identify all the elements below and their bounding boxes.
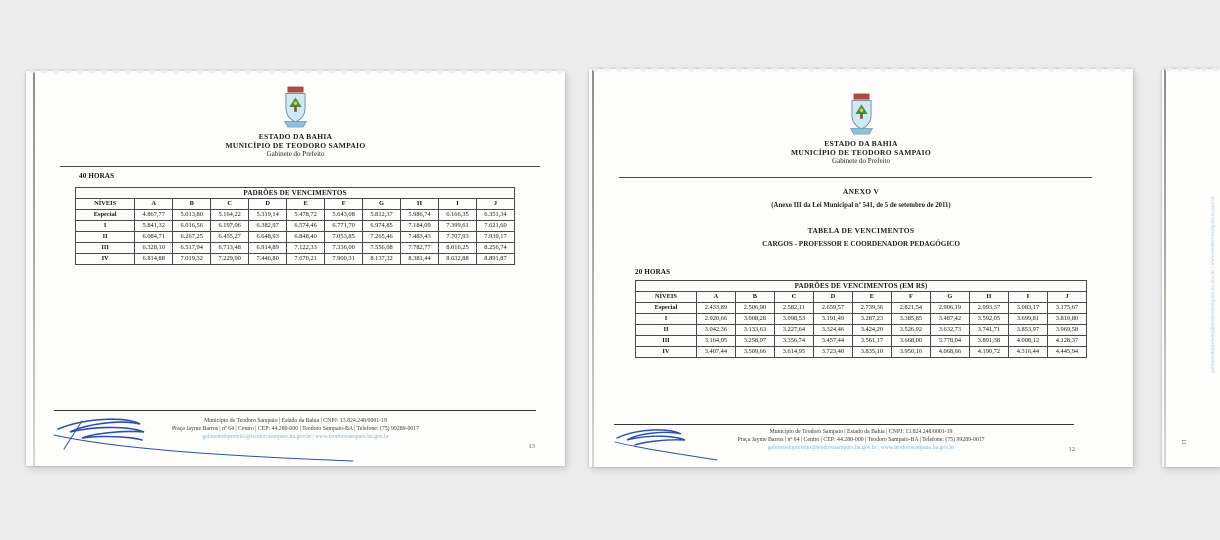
value-cell: 3.287,23	[852, 314, 891, 325]
value-cell: 7.939,17	[476, 232, 514, 243]
level-cell: I	[636, 314, 697, 325]
column-header: C	[211, 199, 249, 210]
value-cell: 6.648,93	[249, 232, 287, 243]
salary-table-40h	[75, 187, 515, 265]
column-header: I	[439, 199, 477, 210]
value-cell: 2.821,54	[891, 303, 930, 314]
value-cell: 3.407,44	[696, 347, 735, 358]
column-header: J	[476, 199, 514, 210]
value-cell: 3.324,46	[813, 325, 852, 336]
table-row	[76, 254, 515, 265]
value-cell: 3.561,17	[852, 336, 891, 347]
value-cell: 5.643,08	[325, 210, 363, 221]
value-cell: 3.526,92	[891, 325, 930, 336]
value-cell: 3.457,44	[813, 336, 852, 347]
level-cell: IV	[636, 347, 697, 358]
value-cell: 6.267,25	[173, 232, 211, 243]
level-cell: Especial	[636, 303, 697, 314]
column-header: C	[774, 292, 813, 303]
value-cell: 7.229,90	[211, 254, 249, 265]
value-cell: 6.914,89	[249, 243, 287, 254]
letterhead	[26, 86, 565, 159]
value-cell: 4.128,37	[1047, 336, 1086, 347]
value-cell: 6.771,70	[325, 221, 363, 232]
value-cell: 7.782,77	[401, 243, 439, 254]
value-cell: 3.835,10	[852, 347, 891, 358]
value-cell: 3.385,85	[891, 314, 930, 325]
letterhead-state: ESTADO DA BAHIA	[258, 132, 333, 141]
value-cell: 8.632,88	[439, 254, 477, 265]
level-cell: II	[76, 232, 135, 243]
anexo-title: ANEXO V	[842, 187, 880, 196]
table-row	[636, 347, 1087, 358]
value-cell: 2.739,36	[852, 303, 891, 314]
value-cell: 3.699,81	[1008, 314, 1047, 325]
footer-line-2: Praça Jayme Barros | nº 64 | Centro | CEP: 44.280-000 | Teodoro Sampaio-BA | Telefone: (75) 99289-0017	[171, 425, 420, 432]
value-cell: 6.713,48	[211, 243, 249, 254]
level-cell: III	[636, 336, 697, 347]
document-subtitle: CARGOS - PROFESSOR E COORDENADOR PEDAGÓGICO	[762, 240, 960, 248]
value-cell: 6.166,35	[439, 210, 477, 221]
value-cell: 3.891,38	[969, 336, 1008, 347]
value-cell: 3.969,58	[1047, 325, 1086, 336]
value-cell: 6.382,97	[249, 221, 287, 232]
value-cell: 3.778,04	[930, 336, 969, 347]
value-cell: 8.137,32	[363, 254, 401, 265]
value-cell: 6.016,56	[173, 221, 211, 232]
municipal-coat-of-arms-icon	[846, 93, 877, 137]
value-cell: 4.445,94	[1047, 347, 1086, 358]
rotated-footer-link: gabinetedoprefeito@teodorosampaio.ba.gov.br | www.teodorosampaio.ba.gov.br	[1210, 196, 1216, 373]
letterhead-municipality: MUNICÍPIO DE TEODORO SAMPAIO	[225, 141, 366, 150]
title-block	[589, 187, 1133, 248]
value-cell: 8.256,74	[476, 243, 514, 254]
value-cell: 6.974,85	[363, 221, 401, 232]
value-cell: 5.986,74	[401, 210, 439, 221]
value-cell: 6.197,06	[211, 221, 249, 232]
header-divider	[60, 166, 540, 167]
scan-edge-shadow	[1164, 69, 1166, 467]
value-cell: 6.574,46	[287, 221, 325, 232]
value-cell: 4.316,44	[1008, 347, 1047, 358]
page-footer	[26, 418, 565, 441]
value-cell: 5.164,22	[211, 210, 249, 221]
value-cell: 7.265,46	[363, 232, 401, 243]
level-cell: Especial	[76, 210, 135, 221]
value-cell: 4.068,66	[930, 347, 969, 358]
column-header: F	[891, 292, 930, 303]
column-header: G	[930, 292, 969, 303]
value-cell: 5.478,72	[287, 210, 325, 221]
level-cell: IV	[76, 254, 135, 265]
value-cell: 2.506,90	[735, 303, 774, 314]
anexo-reference: (Anexo III da Lei Municipal nº 541, de 5 de setembro de 2011)	[771, 202, 951, 209]
value-cell: 7.483,43	[401, 232, 439, 243]
value-cell: 6.328,10	[135, 243, 173, 254]
value-cell: 3.042,36	[696, 325, 735, 336]
value-cell: 8.016,25	[439, 243, 477, 254]
table-row	[636, 314, 1087, 325]
column-header: G	[363, 199, 401, 210]
value-cell: 3.668,00	[891, 336, 930, 347]
letterhead-municipality: MUNICÍPIO DE TEODORO SAMPAIO	[790, 148, 931, 157]
value-cell: 3.592,05	[969, 314, 1008, 325]
column-header: E	[287, 199, 325, 210]
value-cell: 3.614,95	[774, 347, 813, 358]
column-header: B	[735, 292, 774, 303]
table-row	[636, 336, 1087, 347]
value-cell: 6.455,27	[211, 232, 249, 243]
header-divider	[619, 177, 1092, 178]
value-cell: 3.741,71	[969, 325, 1008, 336]
value-cell: 6.848,40	[287, 232, 325, 243]
value-cell: 3.632,73	[930, 325, 969, 336]
value-cell: 3.098,53	[774, 314, 813, 325]
level-cell: II	[636, 325, 697, 336]
value-cell: 3.083,17	[1008, 303, 1047, 314]
page-number: 13	[528, 443, 535, 450]
value-cell: 3.424,20	[852, 325, 891, 336]
footer-link-line: gabinetedoprefeito@teodorosampaio.ba.gov.br | www.teodorosampaio.ba.gov.br	[202, 433, 389, 440]
value-cell: 3.008,28	[735, 314, 774, 325]
value-cell: 4.008,12	[1008, 336, 1047, 347]
value-cell: 7.556,08	[363, 243, 401, 254]
footer-link-line: gabinetedoprefeito@teodorosampaio.ba.gov.br | www.teodorosampaio.ba.gov.br	[767, 444, 955, 451]
footer-line-2: Praça Jayme Barros | nº 64 | Centro | CEP: 44.280-000 | Teodoro Sampaio-BA | Telefone: (75) 99289-0017	[737, 436, 985, 443]
letterhead-office: Gabinete do Prefeito	[832, 157, 890, 165]
column-header: B	[173, 199, 211, 210]
municipal-coat-of-arms-icon	[280, 86, 311, 130]
column-header: H	[969, 292, 1008, 303]
column-header: I	[1008, 292, 1047, 303]
page-number-rotated: 11	[1179, 439, 1186, 445]
value-cell: 3.723,40	[813, 347, 852, 358]
value-cell: 6.517,94	[173, 243, 211, 254]
value-cell: 7.019,32	[173, 254, 211, 265]
value-cell: 7.053,85	[325, 232, 363, 243]
document-page-right	[589, 69, 1133, 467]
value-cell: 7.707,93	[439, 232, 477, 243]
value-cell: 5.841,32	[135, 221, 173, 232]
table-row	[76, 243, 515, 254]
column-header: H	[401, 199, 439, 210]
footer-line-1: Município de Teodoro Sampaio | Estado da Bahia | CNPJ: 13.824.248/0001-19	[204, 418, 387, 424]
value-cell: 3.509,66	[735, 347, 774, 358]
footer-divider	[54, 410, 536, 411]
table-row	[76, 210, 515, 221]
value-cell: 2.433,89	[696, 303, 735, 314]
table-row	[636, 325, 1087, 336]
value-cell: 7.621,60	[476, 221, 514, 232]
column-header: NÍVEIS	[76, 199, 135, 210]
value-cell: 8.891,87	[476, 254, 514, 265]
value-cell: 7.670,21	[287, 254, 325, 265]
salary-table-20h	[635, 280, 1087, 358]
page-footer	[589, 429, 1133, 452]
table-caption: PADRÕES DE VENCIMENTOS	[76, 188, 515, 199]
column-header: E	[852, 292, 891, 303]
value-cell: 7.900,31	[325, 254, 363, 265]
value-cell: 7.122,33	[287, 243, 325, 254]
table-row	[636, 303, 1087, 314]
value-cell: 3.950,16	[891, 347, 930, 358]
table-caption: PADRÕES DE VENCIMENTOS (EM R$)	[636, 281, 1087, 292]
value-cell: 8.381,44	[401, 254, 439, 265]
table-row	[76, 221, 515, 232]
footer-line-1: Município de Teodoro Sampaio | Estado da Bahia | CNPJ: 13.824.248/0001-19	[769, 429, 953, 435]
value-cell: 4.190,72	[969, 347, 1008, 358]
value-cell: 2.582,11	[774, 303, 813, 314]
value-cell: 6.084,71	[135, 232, 173, 243]
value-cell: 2.659,57	[813, 303, 852, 314]
page-number: 12	[1068, 446, 1075, 453]
value-cell: 6.351,34	[476, 210, 514, 221]
value-cell: 3.191,49	[813, 314, 852, 325]
value-cell: 3.487,42	[930, 314, 969, 325]
value-cell: 2.993,37	[969, 303, 1008, 314]
value-cell: 5.812,37	[363, 210, 401, 221]
letterhead-state: ESTADO DA BAHIA	[824, 139, 898, 148]
column-header: NÍVEIS	[636, 292, 697, 303]
value-cell: 5.013,80	[173, 210, 211, 221]
value-cell: 5.319,14	[249, 210, 287, 221]
hours-label-40h: 40 HORAS	[79, 172, 115, 180]
value-cell: 3.853,97	[1008, 325, 1047, 336]
hours-label-20h: 20 HORAS	[635, 268, 671, 276]
letterhead-office: Gabinete do Prefeito	[266, 150, 325, 158]
value-cell: 3.356,74	[774, 336, 813, 347]
column-header: A	[696, 292, 735, 303]
column-header: J	[1047, 292, 1086, 303]
value-cell: 3.227,64	[774, 325, 813, 336]
value-cell: 2.906,19	[930, 303, 969, 314]
document-page-edge-partial	[1162, 69, 1220, 467]
value-cell: 3.133,63	[735, 325, 774, 336]
level-cell: I	[76, 221, 135, 232]
column-header: A	[135, 199, 173, 210]
level-cell: III	[76, 243, 135, 254]
value-cell: 3.810,80	[1047, 314, 1086, 325]
value-cell: 7.336,00	[325, 243, 363, 254]
value-cell: 3.258,97	[735, 336, 774, 347]
letterhead	[589, 93, 1133, 166]
column-header: F	[325, 199, 363, 210]
value-cell: 7.446,80	[249, 254, 287, 265]
value-cell: 7.399,61	[439, 221, 477, 232]
document-page-left	[26, 71, 565, 466]
value-cell: 7.184,09	[401, 221, 439, 232]
value-cell: 4.867,77	[135, 210, 173, 221]
value-cell: 3.175,67	[1047, 303, 1086, 314]
table-row	[76, 232, 515, 243]
document-title: TABELA DE VENCIMENTOS	[807, 226, 915, 235]
value-cell: 2.920,66	[696, 314, 735, 325]
value-cell: 3.164,05	[696, 336, 735, 347]
column-header: D	[249, 199, 287, 210]
value-cell: 6.814,88	[135, 254, 173, 265]
column-header: D	[813, 292, 852, 303]
